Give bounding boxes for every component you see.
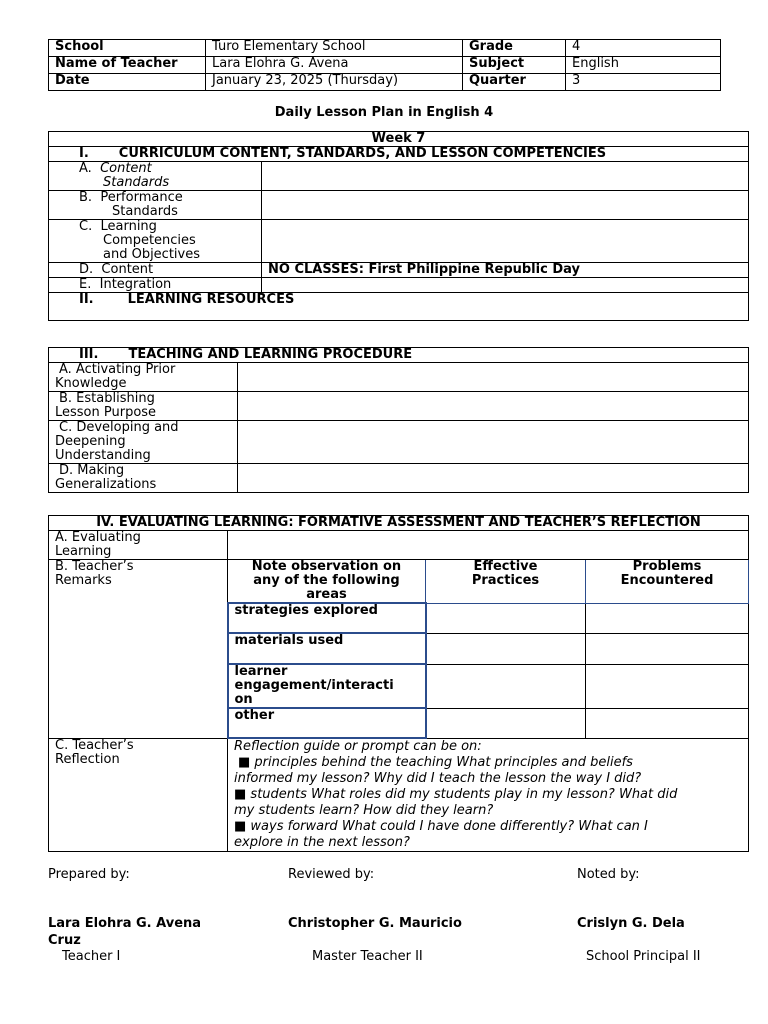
strategies-effective-cell	[426, 603, 586, 633]
noted-by-name-cont: Cruz	[48, 933, 81, 948]
observation-column-header: Note observation on any of the following areas	[228, 560, 426, 604]
reflection-prompt-ways-forward-cont: explore in the next lesson?	[234, 835, 410, 850]
curriculum-heading-text: CURRICULUM CONTENT, STANDARDS, AND LESSON COMPETENCIES	[118, 146, 607, 161]
integration-value	[262, 278, 749, 293]
teacher-value: Lara Elohra G. Avena	[206, 57, 463, 74]
curriculum-heading-num: I.	[79, 146, 89, 161]
making-generalizations-value	[238, 464, 749, 493]
quarter-label: Quarter	[463, 74, 566, 91]
materials-used-label: materials used	[228, 633, 426, 664]
materials-problems-cell	[586, 633, 749, 664]
procedure-heading: III. TEACHING AND LEARNING PROCEDURE	[49, 348, 749, 363]
grade-label: Grade	[463, 40, 566, 57]
school-label: School	[49, 40, 206, 57]
evaluation-table	[48, 515, 749, 852]
reviewed-by-role: Master Teacher II	[312, 949, 423, 964]
engagement-effective-cell	[426, 664, 586, 708]
other-label: other	[228, 708, 426, 738]
evaluating-learning-value	[228, 531, 749, 560]
noted-by-role: School Principal II	[586, 949, 701, 964]
teachers-remarks-label: B. Teacher’s Remarks	[49, 560, 228, 739]
activating-prior-knowledge-label: A. Activating Prior Knowledge	[49, 363, 238, 392]
week-label: Week 7	[49, 132, 749, 147]
subject-label: Subject	[463, 57, 566, 74]
noted-by-label: Noted by:	[577, 867, 640, 882]
engagement-problems-cell	[586, 664, 749, 708]
establishing-purpose-value	[238, 392, 749, 421]
prepared-by-label: Prepared by:	[48, 867, 130, 882]
date-value: January 23, 2025 (Thursday)	[206, 74, 463, 91]
content-standards-value	[262, 162, 749, 191]
effective-practices-header: Effective Practices	[426, 560, 586, 604]
date-label: Date	[49, 74, 206, 91]
subject-value: English	[566, 57, 721, 74]
procedure-table	[48, 347, 749, 493]
prepared-by-name: Lara Elohra G. Avena	[48, 916, 202, 931]
content-standards-label: A. Content Standards	[49, 162, 262, 191]
evaluation-heading: IV. EVALUATING LEARNING: FORMATIVE ASSESSMENT AND TEACHER’S REFLECTION	[49, 516, 749, 531]
developing-understanding-label: C. Developing and Deepening Understanding	[49, 421, 238, 464]
reflection-guide	[228, 738, 749, 852]
making-generalizations-label: D. Making Generalizations	[49, 464, 238, 493]
performance-standards-value	[262, 191, 749, 220]
reflection-prompt-principles: ■ principles behind the teaching What principles and beliefs	[238, 755, 633, 770]
learner-engagement-label: learner engagement/interacti on	[228, 664, 426, 708]
quarter-value: 3	[566, 74, 721, 91]
materials-effective-cell	[426, 633, 586, 664]
reflection-prompt-principles-cont: informed my lesson? Why did I teach the lesson the way I did?	[234, 771, 642, 786]
integration-label: E. Integration	[49, 278, 262, 293]
reflection-prompt-intro: Reflection guide or prompt can be on:	[234, 739, 482, 754]
activating-prior-knowledge-value	[238, 363, 749, 392]
reflection-prompt-students-cont: my students learn? How did they learn?	[234, 803, 494, 818]
header-table	[48, 39, 721, 91]
problems-encountered-header: Problems Encountered	[586, 560, 749, 604]
establishing-purpose-label: B. Establishing Lesson Purpose	[49, 392, 238, 421]
other-effective-cell	[426, 708, 586, 738]
noted-by-name: Crislyn G. Dela	[577, 916, 685, 931]
teacher-label: Name of Teacher	[49, 57, 206, 74]
school-value: Turo Elementary School	[206, 40, 463, 57]
reviewed-by-label: Reviewed by:	[288, 867, 375, 882]
learning-resources-heading: II. LEARNING RESOURCES	[49, 293, 749, 321]
curriculum-table	[48, 131, 749, 321]
content-value: NO CLASSES: First Philippine Republic Day	[262, 263, 749, 278]
reviewed-by-name: Christopher G. Mauricio	[288, 916, 462, 931]
learning-competencies-label: C. Learning Competencies and Objectives	[49, 220, 262, 263]
reflection-prompt-ways-forward: ■ ways forward What could I have done differently? What can I	[234, 819, 648, 834]
curriculum-heading	[49, 147, 749, 162]
other-problems-cell	[586, 708, 749, 738]
performance-standards-label: B. Performance Standards	[49, 191, 262, 220]
content-label: D. Content	[49, 263, 262, 278]
developing-understanding-value	[238, 421, 749, 464]
teachers-reflection-label: C. Teacher’s Reflection	[49, 738, 228, 852]
grade-value: 4	[566, 40, 721, 57]
learning-competencies-value	[262, 220, 749, 263]
strategies-problems-cell	[586, 603, 749, 633]
evaluating-learning-label: A. Evaluating Learning	[49, 531, 228, 560]
strategies-explored-label: strategies explored	[228, 603, 426, 633]
page-title: Daily Lesson Plan in English 4	[274, 105, 494, 120]
prepared-by-role: Teacher I	[62, 949, 121, 964]
reflection-prompt-students: ■ students What roles did my students play in my lesson? What did	[234, 787, 678, 802]
